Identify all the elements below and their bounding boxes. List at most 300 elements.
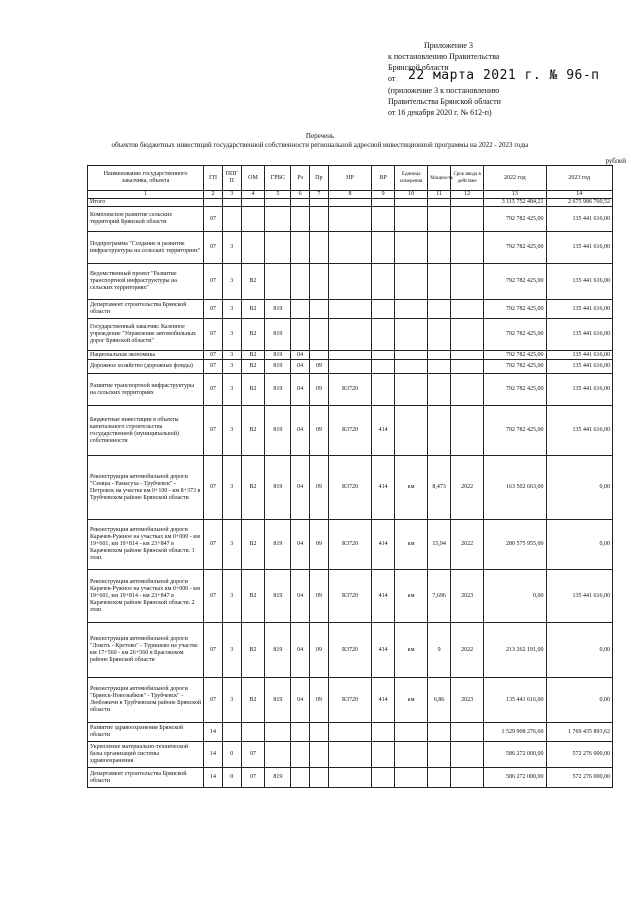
cell-gp: 14 xyxy=(204,742,223,768)
cell-rz: 04 xyxy=(291,374,310,406)
cell-nr xyxy=(328,199,372,207)
cell-power xyxy=(428,360,451,374)
cell-name: Укрепление материально-технической базы организаций системы здравоохранения xyxy=(88,742,204,768)
cell-rz: 04 xyxy=(291,623,310,678)
cell-unit: км xyxy=(395,678,428,723)
cell-vr xyxy=(372,207,395,232)
cell-grbs: 819 xyxy=(265,456,291,520)
cell-power: 6,86 xyxy=(428,678,451,723)
cell-power xyxy=(428,319,451,351)
column-number-row xyxy=(88,191,613,199)
cell-pr xyxy=(310,300,329,319)
cell-gp: 07 xyxy=(204,374,223,406)
cell-grbs: 819 xyxy=(265,374,291,406)
cell-name: Департамент строительства Брянской области xyxy=(88,300,204,319)
cell-nr xyxy=(328,207,372,232)
col-header: 2022 год xyxy=(484,166,546,191)
cell-grbs: 819 xyxy=(265,319,291,351)
cell-power xyxy=(428,207,451,232)
cell-vr xyxy=(372,360,395,374)
cell-ppgp: 3 xyxy=(222,678,241,723)
cell-ppgp: 3 xyxy=(222,374,241,406)
cell-om: 07 xyxy=(241,742,265,768)
col-number: 13 xyxy=(484,191,546,199)
cell-grbs: 819 xyxy=(265,351,291,360)
cell-pr: 09 xyxy=(310,520,329,570)
cell-unit xyxy=(395,232,428,264)
cell-vr xyxy=(372,232,395,264)
cell-y2023: 135 441 616,00 xyxy=(546,351,613,360)
cell-y2022: 792 782 425,00 xyxy=(484,300,546,319)
cell-om: В2 xyxy=(241,623,265,678)
cell-ppgp xyxy=(222,723,241,742)
cell-nr: R3720 xyxy=(328,570,372,623)
cell-y2022: 792 782 425,00 xyxy=(484,406,546,456)
cell-om xyxy=(241,199,265,207)
cell-y2022: 135 441 616,00 xyxy=(484,678,546,723)
col-header: ГП xyxy=(204,166,223,191)
cell-gp: 07 xyxy=(204,264,223,300)
table-row xyxy=(88,319,613,351)
cell-power xyxy=(428,742,451,768)
table-row xyxy=(88,678,613,723)
cell-nr xyxy=(328,300,372,319)
cell-ppgp: 0 xyxy=(222,768,241,788)
cell-y2023: 572 276 000,00 xyxy=(546,742,613,768)
cell-y2022: 586 272 000,00 xyxy=(484,742,546,768)
cell-term xyxy=(451,319,484,351)
cell-gp: 07 xyxy=(204,456,223,520)
cell-unit xyxy=(395,264,428,300)
title-sub: объектов бюджетных инвестиций государственной собственности региональной адресной инвестиционной программы на 2022 - 2023 годы xyxy=(111,141,529,149)
cell-om: В2 xyxy=(241,300,265,319)
appendix-prev-gov: Правительства Брянской области xyxy=(388,97,501,106)
cell-name: Подпрограмма "Создание и развитие инфраструктуры на сельских территориях" xyxy=(88,232,204,264)
cell-y2022: 280 575 955,00 xyxy=(484,520,546,570)
handwritten-date: 22 марта 2021 г. № 96-п xyxy=(408,68,600,83)
cell-nr: R3720 xyxy=(328,374,372,406)
cell-unit: км xyxy=(395,456,428,520)
col-header: Мощность xyxy=(428,166,451,191)
cell-ppgp xyxy=(222,207,241,232)
cell-pr xyxy=(310,207,329,232)
cell-name: Реконструкция автомобильной дороги "Брянск-Новозыбков" - Трубчевск" - Любожичи в Трубчевском районе Брянской области xyxy=(88,678,204,723)
cell-gp: 07 xyxy=(204,319,223,351)
cell-rz xyxy=(291,723,310,742)
cell-gp: 14 xyxy=(204,768,223,788)
appendix-header xyxy=(388,40,633,118)
col-header: Единица измерения xyxy=(395,166,428,191)
cell-pr xyxy=(310,768,329,788)
cell-ppgp: 3 xyxy=(222,360,241,374)
cell-power xyxy=(428,723,451,742)
cell-y2023: 135 441 616,00 xyxy=(546,374,613,406)
cell-gp: 07 xyxy=(204,300,223,319)
col-number: 7 xyxy=(310,191,329,199)
col-number: 2 xyxy=(204,191,223,199)
cell-grbs: 819 xyxy=(265,623,291,678)
cell-nr: R3720 xyxy=(328,406,372,456)
table-row xyxy=(88,351,613,360)
cell-pr xyxy=(310,199,329,207)
cell-y2022: 792 782 425,00 xyxy=(484,319,546,351)
cell-pr xyxy=(310,351,329,360)
cell-grbs xyxy=(265,264,291,300)
title-main: Перечень xyxy=(305,132,335,140)
cell-vr: 414 xyxy=(372,406,395,456)
cell-gp: 07 xyxy=(204,520,223,570)
cell-nr: R3720 xyxy=(328,456,372,520)
cell-ppgp: 3 xyxy=(222,520,241,570)
cell-y2023: 1 769 435 893,62 xyxy=(546,723,613,742)
cell-nr xyxy=(328,360,372,374)
cell-name: Национальная экономика xyxy=(88,351,204,360)
cell-pr: 09 xyxy=(310,570,329,623)
cell-y2022: 0,00 xyxy=(484,570,546,623)
col-header: Рз xyxy=(291,166,310,191)
cell-ppgp: 3 xyxy=(222,406,241,456)
cell-name: Реконструкция автомобильной дороги "Локоть - Кретово" - Туришево на участке км 17+560 - км 26+560 в Брасовском районе Брянской области xyxy=(88,623,204,678)
cell-term xyxy=(451,351,484,360)
cell-rz xyxy=(291,207,310,232)
cell-y2022: 792 782 425,00 xyxy=(484,351,546,360)
cell-rz xyxy=(291,768,310,788)
cell-om: В2 xyxy=(241,264,265,300)
col-header: Срок ввода в действие xyxy=(451,166,484,191)
cell-pr: 09 xyxy=(310,406,329,456)
col-number: 14 xyxy=(546,191,613,199)
cell-vr xyxy=(372,264,395,300)
col-number: 1 xyxy=(88,191,204,199)
cell-om: В2 xyxy=(241,520,265,570)
cell-y2022: 163 502 663,00 xyxy=(484,456,546,520)
cell-gp: 07 xyxy=(204,406,223,456)
cell-y2022: 792 782 425,00 xyxy=(484,360,546,374)
cell-nr: R3720 xyxy=(328,623,372,678)
cell-nr xyxy=(328,768,372,788)
table-row xyxy=(88,742,613,768)
cell-unit: км xyxy=(395,570,428,623)
cell-rz xyxy=(291,264,310,300)
cell-vr: 414 xyxy=(372,678,395,723)
cell-rz xyxy=(291,742,310,768)
cell-vr xyxy=(372,319,395,351)
cell-ppgp: 3 xyxy=(222,264,241,300)
cell-term xyxy=(451,742,484,768)
cell-grbs xyxy=(265,232,291,264)
cell-y2023: 135 441 616,00 xyxy=(546,264,613,300)
cell-unit xyxy=(395,300,428,319)
cell-ppgp: 0 xyxy=(222,742,241,768)
col-header: ВР xyxy=(372,166,395,191)
table-row xyxy=(88,360,613,374)
col-header: ОМ xyxy=(241,166,265,191)
cell-gp: 07 xyxy=(204,232,223,264)
cell-y2022: 586 272 000,00 xyxy=(484,768,546,788)
cell-power xyxy=(428,300,451,319)
cell-nr xyxy=(328,232,372,264)
cell-nr xyxy=(328,742,372,768)
cell-term: 2022 xyxy=(451,623,484,678)
cell-name: Дорожное хозяйство (дорожные фонды) xyxy=(88,360,204,374)
col-header: ГРБС xyxy=(265,166,291,191)
appendix-number: Приложение 3 xyxy=(424,41,473,50)
cell-vr xyxy=(372,374,395,406)
cell-pr xyxy=(310,264,329,300)
cell-name: Итого xyxy=(88,199,204,207)
investment-table xyxy=(87,165,613,788)
cell-vr xyxy=(372,768,395,788)
cell-om: В2 xyxy=(241,456,265,520)
cell-y2022: 792 782 425,00 xyxy=(484,232,546,264)
table-row xyxy=(88,623,613,678)
cell-term: 2022 xyxy=(451,520,484,570)
table-row xyxy=(88,570,613,623)
cell-om: В2 xyxy=(241,319,265,351)
cell-term xyxy=(451,264,484,300)
cell-ppgp: 3 xyxy=(222,623,241,678)
cell-gp: 07 xyxy=(204,678,223,723)
cell-vr: 414 xyxy=(372,623,395,678)
cell-name: Реконструкция автомобильной дороги Карачев-Ружное на участках км 0+000 - км 19+601, км 19+814 - км 23+847 в Карачевском районе Брянской области. 2 этап xyxy=(88,570,204,623)
cell-gp: 07 xyxy=(204,570,223,623)
cell-name: Развитие здравоохранения Брянской области xyxy=(88,723,204,742)
table-row xyxy=(88,723,613,742)
cell-grbs: 819 xyxy=(265,520,291,570)
col-header: ППГ П xyxy=(222,166,241,191)
table-header-row xyxy=(88,166,613,191)
cell-vr xyxy=(372,742,395,768)
cell-pr: 09 xyxy=(310,456,329,520)
cell-name: Департамент строительства Брянской области xyxy=(88,768,204,788)
cell-om: В2 xyxy=(241,360,265,374)
table-row xyxy=(88,300,613,319)
cell-unit xyxy=(395,723,428,742)
cell-rz xyxy=(291,199,310,207)
cell-grbs xyxy=(265,742,291,768)
cell-om: В2 xyxy=(241,406,265,456)
cell-y2023: 0,00 xyxy=(546,520,613,570)
cell-grbs xyxy=(265,723,291,742)
cell-rz: 04 xyxy=(291,570,310,623)
col-number: 10 xyxy=(395,191,428,199)
cell-term xyxy=(451,207,484,232)
cell-unit xyxy=(395,199,428,207)
table-row xyxy=(88,520,613,570)
units-label: рублей xyxy=(605,157,626,165)
cell-unit xyxy=(395,351,428,360)
cell-y2023: 135 441 616,00 xyxy=(546,232,613,264)
cell-gp: 07 xyxy=(204,351,223,360)
cell-ppgp: 3 xyxy=(222,570,241,623)
cell-grbs: 819 xyxy=(265,300,291,319)
table-row xyxy=(88,232,613,264)
cell-rz xyxy=(291,319,310,351)
cell-term xyxy=(451,768,484,788)
cell-name: Государственный заказчик: Казенное учреждение "Управление автомобильных дорог Брянской области" xyxy=(88,319,204,351)
cell-power: 15,94 xyxy=(428,520,451,570)
table-body xyxy=(88,199,613,788)
cell-om: В2 xyxy=(241,374,265,406)
cell-term: 2023 xyxy=(451,678,484,723)
cell-gp: 07 xyxy=(204,623,223,678)
cell-nr xyxy=(328,264,372,300)
cell-pr xyxy=(310,723,329,742)
cell-y2023: 0,00 xyxy=(546,456,613,520)
cell-y2023: 135 441 616,00 xyxy=(546,207,613,232)
cell-grbs: 819 xyxy=(265,678,291,723)
col-number: 8 xyxy=(328,191,372,199)
cell-nr xyxy=(328,351,372,360)
cell-term xyxy=(451,374,484,406)
cell-y2022: 213 262 191,00 xyxy=(484,623,546,678)
cell-y2022: 792 782 425,00 xyxy=(484,374,546,406)
cell-nr: R3720 xyxy=(328,678,372,723)
cell-y2023: 135 441 616,00 xyxy=(546,406,613,456)
table-row xyxy=(88,199,613,207)
cell-y2023: 135 441 616,00 xyxy=(546,360,613,374)
cell-vr xyxy=(372,300,395,319)
cell-pr: 09 xyxy=(310,360,329,374)
cell-power xyxy=(428,264,451,300)
cell-nr: R3720 xyxy=(328,520,372,570)
col-header: НР xyxy=(328,166,372,191)
cell-y2023: 2 675 986 760,52 xyxy=(546,199,613,207)
cell-vr: 414 xyxy=(372,456,395,520)
cell-power: 7,696 xyxy=(428,570,451,623)
cell-rz: 04 xyxy=(291,678,310,723)
cell-om: В2 xyxy=(241,678,265,723)
cell-vr xyxy=(372,199,395,207)
cell-y2023: 572 276 000,00 xyxy=(546,768,613,788)
cell-om: 07 xyxy=(241,768,265,788)
cell-grbs: 819 xyxy=(265,360,291,374)
cell-grbs: 819 xyxy=(265,768,291,788)
cell-unit: км xyxy=(395,623,428,678)
cell-power xyxy=(428,406,451,456)
cell-power xyxy=(428,374,451,406)
cell-unit xyxy=(395,319,428,351)
cell-power xyxy=(428,768,451,788)
appendix-prev-date: от 16 декабря 2020 г. № 612-п) xyxy=(388,108,492,117)
cell-term xyxy=(451,360,484,374)
date-prefix: от xyxy=(388,74,396,83)
col-number: 12 xyxy=(451,191,484,199)
cell-vr: 414 xyxy=(372,520,395,570)
cell-term xyxy=(451,723,484,742)
cell-term: 2023 xyxy=(451,570,484,623)
cell-unit xyxy=(395,406,428,456)
col-header: 2023 год xyxy=(546,166,613,191)
col-number: 4 xyxy=(241,191,265,199)
cell-rz xyxy=(291,232,310,264)
cell-pr xyxy=(310,742,329,768)
cell-rz: 04 xyxy=(291,406,310,456)
cell-unit xyxy=(395,207,428,232)
cell-pr xyxy=(310,232,329,264)
cell-ppgp: 3 xyxy=(222,319,241,351)
col-number: 6 xyxy=(291,191,310,199)
cell-grbs: 819 xyxy=(265,406,291,456)
table-row xyxy=(88,456,613,520)
cell-term xyxy=(451,232,484,264)
col-number: 5 xyxy=(265,191,291,199)
cell-gp: 07 xyxy=(204,207,223,232)
col-number: 11 xyxy=(428,191,451,199)
cell-name: Бюджетные инвестиции в объекты капитального строительства государственной (муниципальной) собственности xyxy=(88,406,204,456)
cell-om xyxy=(241,723,265,742)
cell-gp xyxy=(204,199,223,207)
cell-y2023: 135 441 616,00 xyxy=(546,319,613,351)
cell-rz xyxy=(291,300,310,319)
cell-y2022: 792 782 425,00 xyxy=(484,264,546,300)
cell-om xyxy=(241,207,265,232)
col-header: Наименование государственного заказчика, объекта xyxy=(88,166,204,191)
cell-y2022: 3 115 752 484,21 xyxy=(484,199,546,207)
document-title xyxy=(0,132,640,150)
appendix-date-line xyxy=(388,68,633,85)
cell-pr xyxy=(310,319,329,351)
cell-unit xyxy=(395,742,428,768)
table-row xyxy=(88,768,613,788)
cell-unit: км xyxy=(395,520,428,570)
appendix-ref-line: к постановлению Правительства xyxy=(388,52,500,61)
cell-term: 2022 xyxy=(451,456,484,520)
cell-rz: 04 xyxy=(291,456,310,520)
cell-grbs xyxy=(265,199,291,207)
cell-pr: 09 xyxy=(310,374,329,406)
cell-y2023: 0,00 xyxy=(546,623,613,678)
cell-power xyxy=(428,351,451,360)
appendix-prev-ref: (приложение 3 к постановлению xyxy=(388,86,500,95)
cell-y2023: 135 441 616,00 xyxy=(546,300,613,319)
cell-om: В2 xyxy=(241,351,265,360)
cell-power xyxy=(428,232,451,264)
cell-unit xyxy=(395,374,428,406)
cell-name: Реконструкция автомобильной дороги "Семцы - Рамасуха - Трубчевск" - Петровск на участке км 0+100 - км 8+373 в Трубчевском районе Брянской области xyxy=(88,456,204,520)
cell-pr: 09 xyxy=(310,678,329,723)
cell-om: В2 xyxy=(241,570,265,623)
cell-unit xyxy=(395,360,428,374)
cell-rz: 04 xyxy=(291,351,310,360)
cell-nr xyxy=(328,723,372,742)
cell-vr: 414 xyxy=(372,570,395,623)
cell-gp: 14 xyxy=(204,723,223,742)
cell-ppgp xyxy=(222,199,241,207)
cell-name: Ведомственный проект "Развитие транспортной инфраструктуры на сельских территориях" xyxy=(88,264,204,300)
table-row xyxy=(88,374,613,406)
cell-term xyxy=(451,406,484,456)
cell-power xyxy=(428,199,451,207)
cell-name: Комплексное развитие сельских территорий Брянской области xyxy=(88,207,204,232)
cell-term xyxy=(451,199,484,207)
cell-y2022: 792 782 425,00 xyxy=(484,207,546,232)
cell-rz: 04 xyxy=(291,360,310,374)
cell-y2023: 0,00 xyxy=(546,678,613,723)
cell-vr xyxy=(372,723,395,742)
cell-vr xyxy=(372,351,395,360)
cell-power: 9 xyxy=(428,623,451,678)
cell-power: 8,473 xyxy=(428,456,451,520)
cell-om xyxy=(241,232,265,264)
cell-ppgp: 3 xyxy=(222,232,241,264)
cell-grbs: 819 xyxy=(265,570,291,623)
col-header: Пр xyxy=(310,166,329,191)
col-number: 3 xyxy=(222,191,241,199)
cell-ppgp: 3 xyxy=(222,456,241,520)
cell-rz: 04 xyxy=(291,520,310,570)
table-row xyxy=(88,264,613,300)
